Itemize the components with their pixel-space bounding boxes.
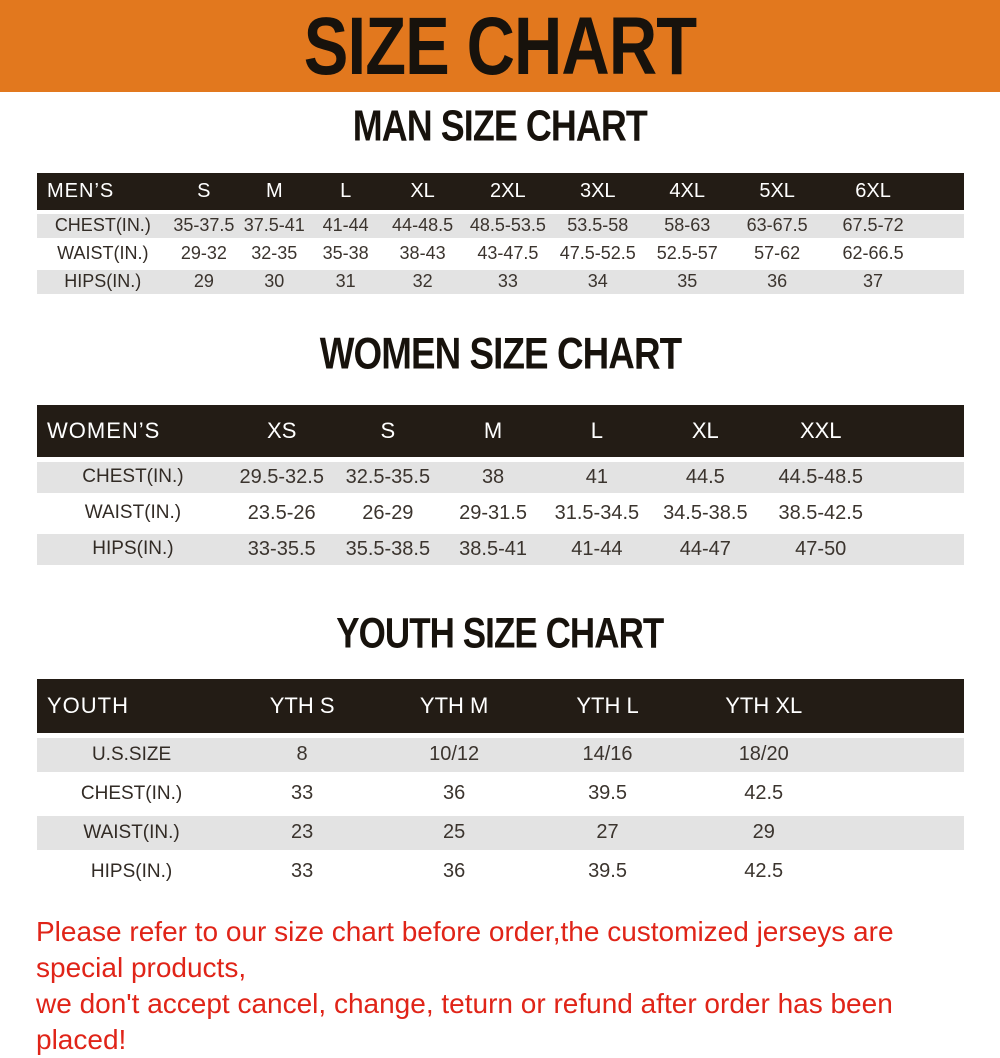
- size-cell: 47-50: [762, 534, 880, 565]
- size-cell: 31.5-34.5: [545, 498, 649, 529]
- size-cell: 41-44: [310, 214, 382, 238]
- man-section-title: [0, 102, 1000, 151]
- size-cell: 29-31.5: [441, 498, 545, 529]
- men-size-col: 6XL: [823, 173, 923, 210]
- youth-section-title-text: YOUTH SIZE CHART: [336, 610, 664, 658]
- size-cell: 42.5: [685, 777, 843, 811]
- size-cell: 33: [226, 777, 378, 811]
- row-label: WAIST(IN.): [37, 498, 229, 529]
- header-filler: [923, 173, 964, 210]
- men-size-col: M: [239, 173, 309, 210]
- row-label: WAIST(IN.): [37, 816, 226, 850]
- women-size-col: XS: [229, 405, 335, 457]
- size-cell: 29-32: [169, 242, 239, 266]
- row-filler: [843, 855, 964, 889]
- size-cell: 37: [823, 270, 923, 294]
- youth-size-table: [37, 674, 964, 894]
- size-chart-banner: [0, 0, 1000, 92]
- men-size-col: L: [310, 173, 382, 210]
- youth-header-label: YOUTH: [37, 679, 226, 733]
- youth-size-col: YTH L: [530, 679, 685, 733]
- youth-ussize-row: [37, 738, 964, 772]
- size-cell: 36: [731, 270, 823, 294]
- size-cell: 33: [226, 855, 378, 889]
- row-label: CHEST(IN.): [37, 777, 226, 811]
- size-cell: 36: [378, 777, 530, 811]
- size-cell: 29: [685, 816, 843, 850]
- women-size-col: L: [545, 405, 649, 457]
- size-cell: 39.5: [530, 777, 685, 811]
- size-cell: 38-43: [382, 242, 464, 266]
- size-cell: 32.5-35.5: [335, 462, 442, 493]
- row-filler: [843, 777, 964, 811]
- youth-hips-row: [37, 855, 964, 889]
- header-filler: [843, 679, 964, 733]
- men-size-col: 2XL: [463, 173, 552, 210]
- size-cell: 25: [378, 816, 530, 850]
- row-filler: [880, 534, 964, 565]
- size-cell: 33: [463, 270, 552, 294]
- youth-size-col: YTH M: [378, 679, 530, 733]
- men-header-row: [37, 173, 964, 210]
- size-cell: 29.5-32.5: [229, 462, 335, 493]
- women-chest-row: [37, 462, 964, 493]
- size-cell: 38.5-42.5: [762, 498, 880, 529]
- men-size-col: 5XL: [731, 173, 823, 210]
- size-cell: 27: [530, 816, 685, 850]
- women-size-col: XXL: [762, 405, 880, 457]
- size-cell: 36: [378, 855, 530, 889]
- size-cell: 35: [643, 270, 731, 294]
- size-cell: 38: [441, 462, 545, 493]
- row-filler: [880, 498, 964, 529]
- men-header-label: MEN’S: [37, 173, 169, 210]
- youth-waist-row: [37, 816, 964, 850]
- women-size-col: M: [441, 405, 545, 457]
- size-cell: 44-47: [649, 534, 762, 565]
- size-cell: 44-48.5: [382, 214, 464, 238]
- size-cell: 37.5-41: [239, 214, 309, 238]
- size-cell: 52.5-57: [643, 242, 731, 266]
- women-waist-row: [37, 498, 964, 529]
- size-cell: 26-29: [335, 498, 442, 529]
- women-header-row: [37, 405, 964, 457]
- size-cell: 23: [226, 816, 378, 850]
- size-cell: 57-62: [731, 242, 823, 266]
- size-cell: 48.5-53.5: [463, 214, 552, 238]
- size-cell: 34.5-38.5: [649, 498, 762, 529]
- size-cell: 41-44: [545, 534, 649, 565]
- row-label: CHEST(IN.): [37, 214, 169, 238]
- size-cell: 32-35: [239, 242, 309, 266]
- men-size-table: [37, 169, 964, 298]
- row-label: CHEST(IN.): [37, 462, 229, 493]
- row-label: WAIST(IN.): [37, 242, 169, 266]
- size-cell: 41: [545, 462, 649, 493]
- row-label: HIPS(IN.): [37, 534, 229, 565]
- row-filler: [923, 242, 964, 266]
- row-label: U.S.SIZE: [37, 738, 226, 772]
- youth-chest-row: [37, 777, 964, 811]
- size-cell: 35-38: [310, 242, 382, 266]
- men-hips-row: [37, 270, 964, 294]
- size-cell: 18/20: [685, 738, 843, 772]
- size-cell: 8: [226, 738, 378, 772]
- size-cell: 35.5-38.5: [335, 534, 442, 565]
- size-cell: 43-47.5: [463, 242, 552, 266]
- disclaimer-line-2: we don't accept cancel, change, teturn or refund after order has been placed!: [36, 987, 893, 1055]
- size-cell: 44.5-48.5: [762, 462, 880, 493]
- women-size-col: S: [335, 405, 442, 457]
- size-cell: 53.5-58: [552, 214, 643, 238]
- men-size-col: S: [169, 173, 239, 210]
- row-label: HIPS(IN.): [37, 270, 169, 294]
- size-cell: 42.5: [685, 855, 843, 889]
- women-header-label: WOMEN’S: [37, 405, 229, 457]
- row-filler: [880, 462, 964, 493]
- size-cell: 34: [552, 270, 643, 294]
- header-filler: [880, 405, 964, 457]
- size-cell: 32: [382, 270, 464, 294]
- size-cell: 23.5-26: [229, 498, 335, 529]
- size-cell: 47.5-52.5: [552, 242, 643, 266]
- size-cell: 10/12: [378, 738, 530, 772]
- size-cell: 38.5-41: [441, 534, 545, 565]
- men-waist-row: [37, 242, 964, 266]
- men-size-col: XL: [382, 173, 464, 210]
- size-cell: 30: [239, 270, 309, 294]
- women-hips-row: [37, 534, 964, 565]
- youth-header-row: [37, 679, 964, 733]
- women-size-table: [37, 400, 964, 570]
- row-filler: [843, 738, 964, 772]
- row-label: HIPS(IN.): [37, 855, 226, 889]
- row-filler: [923, 214, 964, 238]
- size-cell: 29: [169, 270, 239, 294]
- size-cell: 33-35.5: [229, 534, 335, 565]
- size-cell: 14/16: [530, 738, 685, 772]
- size-cell: 67.5-72: [823, 214, 923, 238]
- man-section-title-text: MAN SIZE CHART: [352, 102, 648, 151]
- women-section-title: [0, 329, 1000, 379]
- banner-title: SIZE CHART: [303, 0, 697, 92]
- size-cell: 39.5: [530, 855, 685, 889]
- disclaimer-note: [0, 914, 1000, 1058]
- youth-size-col: YTH S: [226, 679, 378, 733]
- size-cell: 44.5: [649, 462, 762, 493]
- size-cell: 62-66.5: [823, 242, 923, 266]
- size-cell: 35-37.5: [169, 214, 239, 238]
- youth-section-title: [0, 610, 1000, 658]
- women-section-title-text: WOMEN SIZE CHART: [319, 329, 681, 379]
- men-chest-row: [37, 214, 964, 238]
- row-filler: [923, 270, 964, 294]
- disclaimer-line-1: Please refer to our size chart before order,the customized jerseys are special products,: [36, 915, 894, 983]
- youth-size-col: YTH XL: [685, 679, 843, 733]
- women-size-col: XL: [649, 405, 762, 457]
- row-filler: [843, 816, 964, 850]
- men-size-col: 4XL: [643, 173, 731, 210]
- size-cell: 63-67.5: [731, 214, 823, 238]
- size-cell: 31: [310, 270, 382, 294]
- men-size-col: 3XL: [552, 173, 643, 210]
- size-cell: 58-63: [643, 214, 731, 238]
